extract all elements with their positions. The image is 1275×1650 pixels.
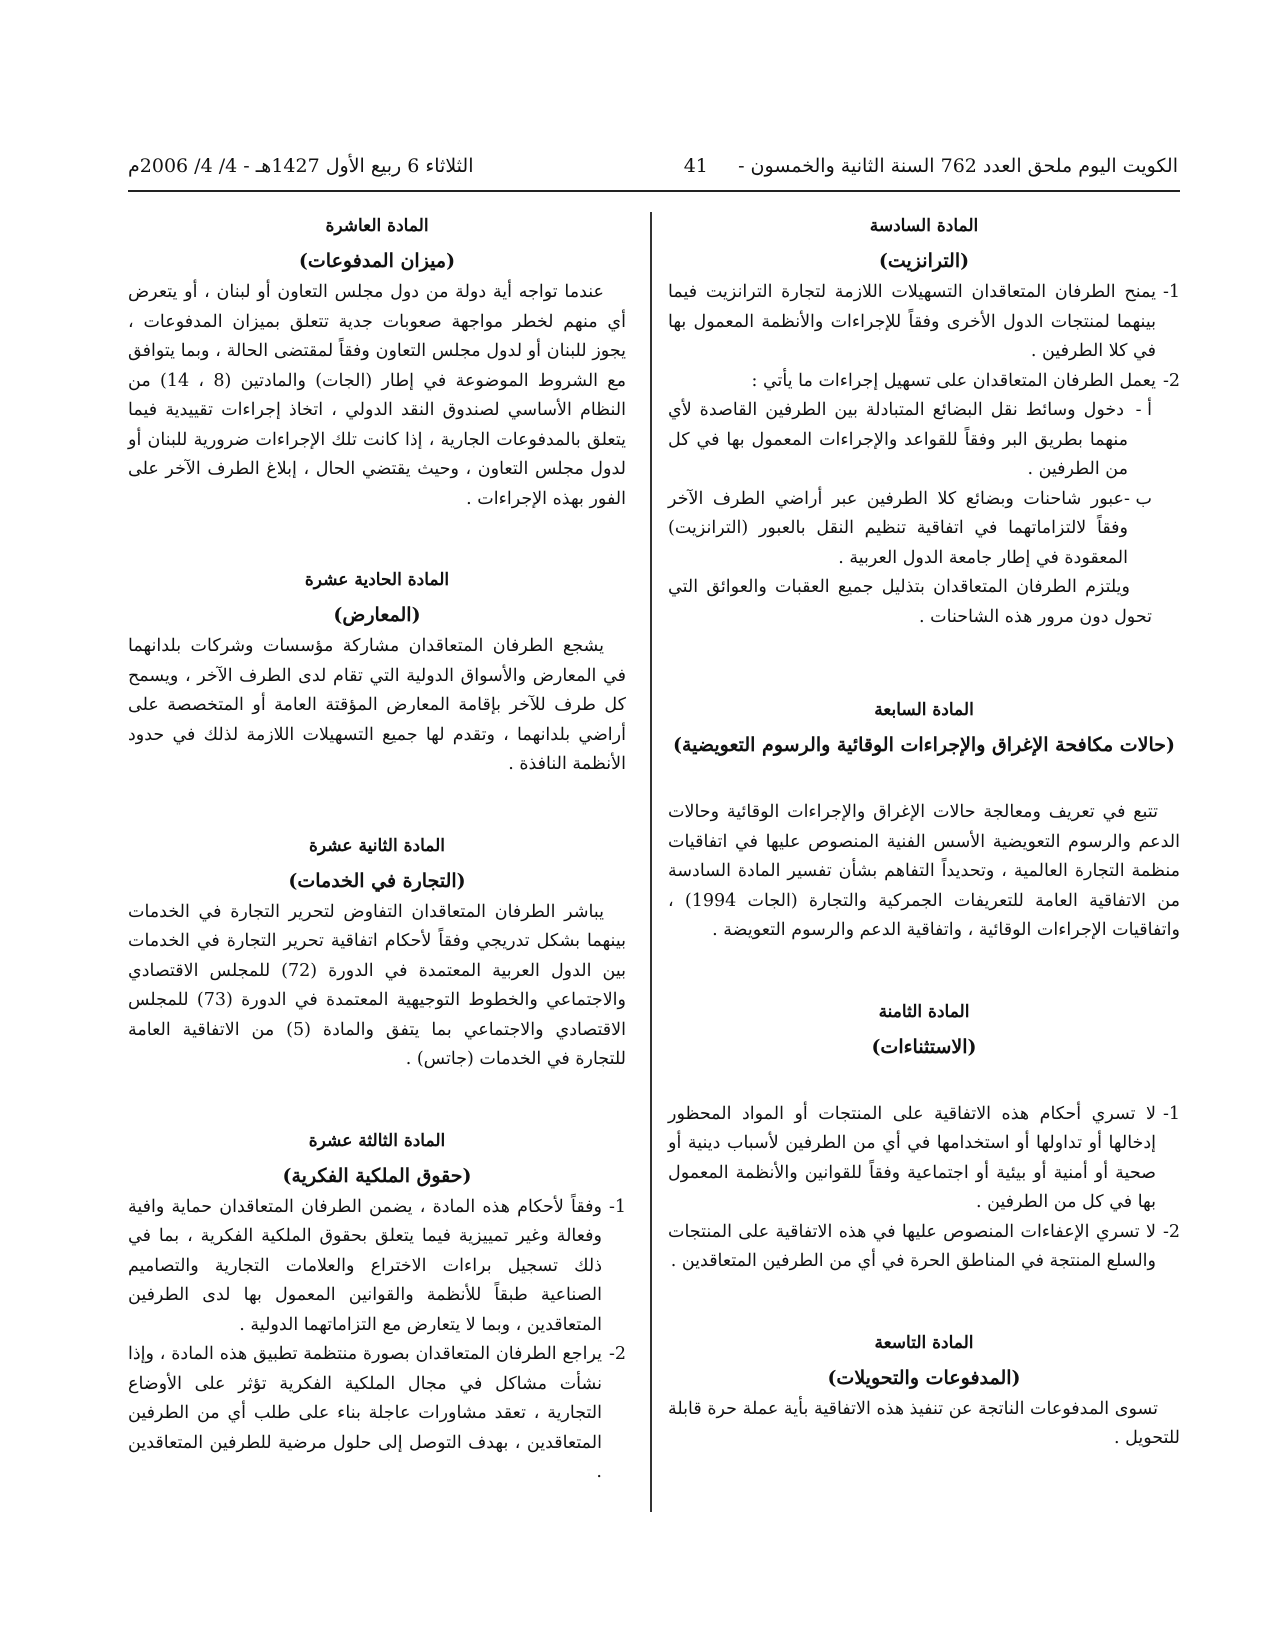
article-11: [128, 566, 626, 780]
item-number: 1-: [1162, 1103, 1180, 1124]
article-closing: ويلتزم الطرفان المتعاقدان بتذليل جميع العقبات والعوائق التي تحول دون مرور هذه الشاحنات .: [668, 577, 1152, 627]
item-text: لا تسري الإعفاءات المنصوص عليها في هذه الاتفاقية على المنتجات والسلع المنتجة في المناطق الحرة في أي من الطرفين المتعاقدين .: [668, 1221, 1156, 1271]
item-text: يمنح الطرفان المتعاقدان التسهيلات اللازمة لتجارة الترانزيت فيما بينهما لمنتجات الدول الأخرى وفقاً للإجراءات والأنظمة المعمول بها في كلا الطرفين .: [668, 282, 1156, 361]
item-number: 2-: [1162, 370, 1180, 391]
item-number: 1-: [1162, 282, 1180, 302]
article-9: [668, 1329, 1180, 1454]
header-date: الثلاثاء 6 ربيع الأول 1427هـ - 4/ 4/ 2006م: [128, 155, 474, 177]
article-subtitle: (الاستثناءات): [871, 1035, 977, 1058]
article-subtitle: (المدفوعات والتحويلات): [827, 1366, 1021, 1389]
item-text: يراجع الطرفان المتعاقدان بصورة منتظمة تطبيق هذه المادة ، وإذا نشأت مشاكل في مجال الملكية الفكرية تؤثر على الأوضاع التجارية ، تعقد مشاورات عاجلة بناء على طلب أي من الطرفين المتعاقدين ، بهدف التوصل إلى حلول مرضية للطرفين المتعاقدين .: [128, 1344, 602, 1482]
right-column: [668, 212, 1180, 1454]
subitem-text: دخول وسائط نقل البضائع المتبادلة بين الطرفين القاصدة لأي منهما بطريق البر وفقاً للقواعد والإجراءات المعمول بها في كل من الطرفين .: [668, 400, 1128, 479]
article-body: تتبع في تعريف ومعالجة حالات الإغراق والإجراءات الوقائية وحالات الدعم والرسوم التعويضية الأسس الفنية المنصوص عليها في اتفاقيات منظمة التجارة العالمية ، وتحديداً التفاهم بشأن تفسير المادة السادسة من الاتفاقية العامة للتعريفات الجمركية والتجارة (الجات 1994) ، واتفاقيات الإجراءات الوقائية ، واتفاقية الدعم والرسوم التعويضة .: [668, 802, 1180, 940]
article-title: المادة التاسعة: [874, 1332, 974, 1353]
item-text: يعمل الطرفان المتعاقدان على تسهيل إجراءات ما يأتي :: [751, 370, 1156, 391]
article-12: [128, 832, 626, 1075]
article-7: [668, 696, 1180, 946]
article-item: [128, 1193, 626, 1341]
subitem-letter: ب -: [1124, 488, 1152, 509]
article-subtitle: (التجارة في الخدمات): [288, 869, 466, 892]
article-subtitle: (المعارض): [333, 604, 421, 626]
article-title: المادة السادسة: [869, 216, 979, 236]
article-body: عندما تواجه أية دولة من دول مجلس التعاون أو لبنان ، أو يتعرض أي منهم لخطر مواجهة صعوبات جدية تتعلق بميزان المدفوعات ، يجوز للبنان أو لدول مجلس التعاون وفقاً لمقتضى الحالة ، وبما يتوافق مع الشروط الموضوعة في إطار (الجات) والمادتين (8 ، 14) من النظام الأساسي لصندوق النقد الدولي ، اتخاذ إجراءات تقييدية فيما يتعلق بالمدفوعات الجارية ، إذا كانت تلك الإجراءات ضرورية للبنان أو لدول مجلس التعاون ، وحيث يقتضي الحال ، إبلاغ الطرف الآخر على الفور بهذه الإجراءات .: [128, 282, 626, 509]
article-6: [668, 212, 1180, 632]
article-title: المادة الثالثة عشرة: [308, 1130, 446, 1151]
article-title: المادة السابعة: [874, 700, 974, 720]
article-body: تسوى المدفوعات الناتجة عن تنفيذ هذه الاتفاقية بأية عملة حرة قابلة للتحويل .: [668, 1398, 1180, 1448]
subitem-text: عبور شاحنات وبضائع كلا الطرفين عبر أراضي الطرف الآخر وفقاً لالتزاماتهما في اتفاقية تنظيم النقل بالعبور (الترانزيت) المعقودة في إطار جامعة الدول العربية .: [668, 488, 1128, 568]
article-subitem: [668, 485, 1180, 574]
item-text: لا تسري أحكام هذه الاتفاقية على المنتجات أو المواد المحظور إدخالها أو تداولها أو استخدامها في أي من الطرفين لأسباب دينية أو صحية أو أمنية أو بيئية أو اجتماعية وفقاً للقوانين والأنظمة المعمول بها في كل من الطرفين .: [668, 1103, 1156, 1212]
subitem-letter: أ -: [1135, 400, 1152, 420]
header-publication-info: [684, 155, 1178, 177]
item-number: 1-: [608, 1196, 626, 1217]
article-10: [128, 212, 626, 514]
article-item: [668, 1100, 1180, 1218]
article-title: المادة الثامنة: [878, 1001, 970, 1022]
article-13: [128, 1127, 626, 1488]
article-title: المادة العاشرة: [325, 216, 429, 236]
article-subitem: [668, 396, 1180, 485]
article-title: المادة الحادية عشرة: [304, 570, 450, 590]
item-text: وفقاً لأحكام هذه المادة ، يضمن الطرفان المتعاقدان حماية وافية وفعالة وغير تمييزية فيما يتعلق بحقوق الملكية الفكرية ، بما في ذلك تسجيل براءات الاختراع والعلامات التجارية والتصاميم الصناعية طبقاً للأنظمة والقوانين المعمول بها لدى الطرفين المتعاقدين ، وبما لا يتعارض مع التزاماتهما الدولية .: [128, 1196, 602, 1335]
article-8: [668, 998, 1180, 1277]
article-body: يباشر الطرفان المتعاقدان التفاوض لتحرير التجارة في الخدمات بينهما بشكل تدريجي وفقاً لأحكام اتفاقية تحرير التجارة في الخدمات بين الدول العربية المعتمدة في الدورة (72) للمجلس الاقتصادي والاجتماعي والخطوط التوجيهية المعتمدة في الدورة (73) للمجلس الاقتصادي والاجتماعي بما يتفق والمادة (5) من الاتفاقية العامة للتجارة في الخدمات (جاتس) .: [128, 901, 626, 1069]
item-number: 2-: [608, 1344, 626, 1364]
article-item: [668, 278, 1180, 367]
article-item: [668, 1218, 1180, 1277]
header-gazette-issue: الكويت اليوم ملحق العدد 762 السنة الثانية والخمسون -: [738, 155, 1178, 177]
header-divider: [128, 190, 1180, 192]
article-subtitle: (حقوق الملكية الفكرية): [282, 1164, 472, 1187]
article-title: المادة الثانية عشرة: [308, 835, 445, 856]
header-page-number: 41: [683, 155, 708, 177]
page-header: [128, 155, 1178, 189]
article-subtitle: (الترانزيت): [878, 250, 970, 272]
article-body: يشجع الطرفان المتعاقدان مشاركة مؤسسات وشركات بلدانهما في المعارض والأسواق الدولية التي تقام لدى الطرف الآخر ، ويسمح كل طرف للآخر بإقامة المعارض المؤقتة العامة أو المتخصصة على أراضي بلدانهما ، وتقدم لها جميع التسهيلات اللازمة لذلك في حدود الأنظمة النافذة .: [128, 636, 626, 774]
article-subtitle: (حالات مكافحة الإغراق والإجراءات الوقائية والرسوم التعويضية): [672, 734, 1176, 756]
article-subtitle: (ميزان المدفوعات): [298, 250, 456, 272]
article-item: [128, 1340, 626, 1488]
left-column: [128, 212, 626, 1488]
article-item: [668, 367, 1180, 397]
column-divider: [650, 212, 652, 1512]
item-number: 2-: [1162, 1221, 1180, 1242]
